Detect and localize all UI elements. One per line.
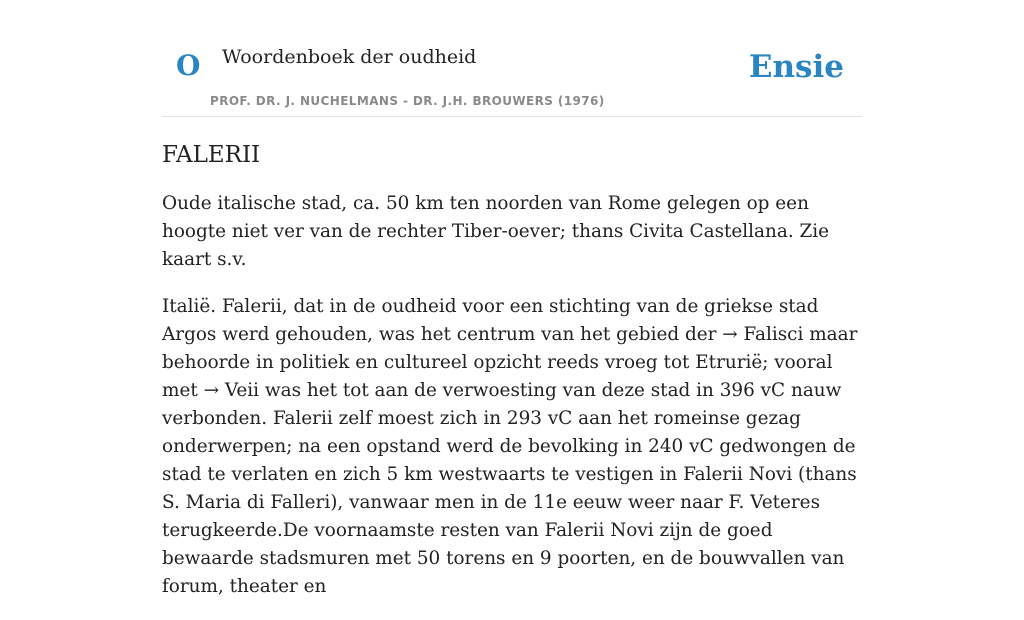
letter-index-link[interactable]: O (176, 49, 201, 82)
book-authors: PROF. DR. J. NUCHELMANS - DR. J.H. BROUWERS (1976) (210, 94, 605, 108)
cross-reference-falisci[interactable]: → Falisci (722, 324, 804, 345)
book-header (162, 0, 862, 117)
paragraph-text: was het tot aan de verwoesting van deze stad in 396 vC nauw verbonden. Falerii zelf moest zich in 293 vC aan het romeinse gezag onderwerpen; na een opstand werd de bevolking in 240 vC gedwongen de stad te verlaten en zich 5 km westwaarts te vestigen in Falerii Novi (thans S. Maria di Falleri), vanwaar men in de 11e eeuw weer naar F. Veteres terugkeerde.De voornaamste resten van Falerii Novi zijn de goed bewaarde stadsmuren met 50 torens en 9 poorten, en de bouwvallen van forum, theater en (162, 380, 857, 597)
entry-title: FALERII (162, 142, 261, 168)
cross-reference-veii[interactable]: → Veii (203, 380, 260, 401)
paragraph-text: Italië. Falerii, dat in de oudheid voor een stichting van de griekse stad Argos werd gehouden, was het centrum van het gebied der (162, 296, 819, 345)
book-title-link[interactable]: Woordenboek der oudheid (222, 46, 477, 68)
ensie-logo-link[interactable]: Ensie (748, 49, 844, 85)
entry-content (162, 140, 862, 620)
entry-paragraph-1: Oude italische stad, ca. 50 km ten noorden van Rome gelegen op een hoogte niet ver van de rechter Tiber-oever; thans Civita Castellana. Zie kaart s.v. (162, 193, 830, 270)
paragraph-text: maar behoorde in politiek en cultureel opzicht reeds vroeg tot Etrurië; vooral met (162, 324, 858, 401)
entry-paragraph-2 (162, 293, 862, 601)
